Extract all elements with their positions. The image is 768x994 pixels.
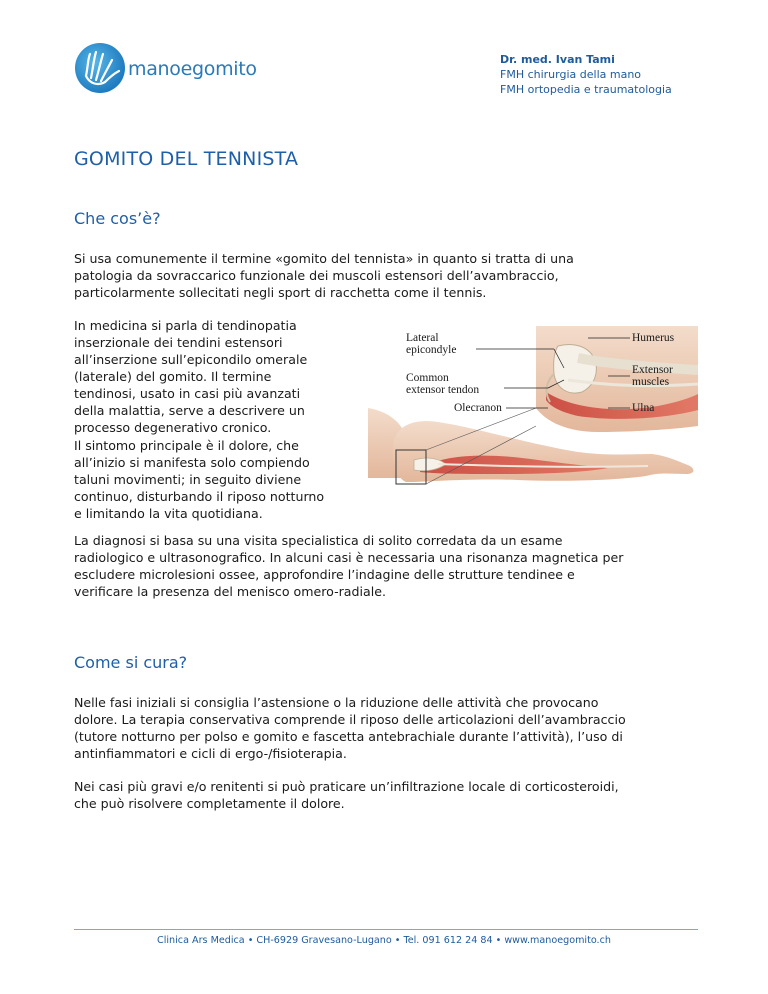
text-line: particolarmente sollecitati negli sport di racchetta come il tennis. [74, 285, 487, 300]
text-line: escludere microlesioni ossee, approfondire l’indagine delle strutture tendinee e [74, 567, 575, 582]
label-text: epicondyle [406, 344, 457, 356]
text-line: processo degenerativo cronico. [74, 420, 272, 435]
logo-text: manoegomito [128, 58, 257, 80]
text-line: e limitando la vita quotidiana. [74, 506, 263, 521]
label-ulna: Ulna [632, 402, 655, 414]
label-common-extensor-tendon [406, 372, 479, 396]
text-line: (tutore notturno per polso e gomito e fascetta antebrachiale durante l’attività), l’uso di [74, 729, 623, 744]
section-heading-what: Che cos’è? [74, 209, 161, 228]
text-line: Nei casi più gravi e/o renitenti si può praticare un’infiltrazione locale di corticosteroidi, [74, 779, 619, 794]
footer-divider [74, 929, 698, 930]
doctor-specialty-2: FMH ortopedia e traumatologia [500, 83, 672, 96]
doctor-specialty-1: FMH chirurgia della mano [500, 68, 642, 81]
label-olecranon: Olecranon [454, 402, 502, 414]
document-title: GOMITO DEL TENNISTA [74, 148, 299, 170]
text-line: radiologico e ultrasonografico. In alcuni casi è necessaria una risonanza magnetica per [74, 550, 624, 565]
label-extensor-muscles [632, 364, 673, 388]
text-line: all’inizio si manifesta solo compiendo [74, 455, 310, 470]
text-line: (laterale) del gomito. Il termine [74, 369, 272, 384]
text-line: all’inserzione sull’epicondilo omerale [74, 352, 308, 367]
paragraph-symptoms [74, 437, 324, 522]
paragraph-conservative-therapy [74, 694, 626, 762]
text-line: dolore. La terapia conservativa comprende il riposo delle articolazioni dell’avambraccio [74, 712, 626, 727]
text-line: La diagnosi si basa su una visita specialistica di solito corredata da un esame [74, 533, 563, 548]
label-text: extensor tendon [406, 384, 480, 396]
text-line: che può risolvere completamente il dolore. [74, 796, 345, 811]
doctor-name: Dr. med. Ivan Tami [500, 53, 615, 66]
text-line: tendinosi, usato in casi più avanzati [74, 386, 301, 401]
logo [74, 42, 274, 98]
text-line: Si usa comunemente il termine «gomito del tennista» in quanto si tratta di una [74, 251, 574, 266]
label-text: Common [406, 372, 449, 384]
text-line: della malattia, serve a descrivere un [74, 403, 305, 418]
elbow-anatomy-figure [368, 322, 698, 542]
section-heading-treatment: Come si cura? [74, 653, 188, 672]
text-line: antinfiammatori e cicli di ergo-/fisioterapia. [74, 746, 347, 761]
label-humerus: Humerus [632, 332, 675, 344]
paragraph-diagnosis [74, 532, 623, 600]
paragraph-intro [74, 250, 574, 301]
label-lateral-epicondyle [406, 332, 456, 356]
text-line: taluni movimenti; in seguito diviene [74, 472, 302, 487]
text-line: verificare la presenza del menisco omero-radiale. [74, 584, 386, 599]
logo-hand-icon [74, 42, 126, 94]
label-text: Lateral [406, 332, 439, 344]
text-line: continuo, disturbando il riposo notturno [74, 489, 325, 504]
doctor-info [500, 52, 672, 97]
text-line: Nelle fasi iniziali si consiglia l’astensione o la riduzione delle attività che provocano [74, 695, 599, 710]
text-line: inserzionale dei tendini estensori [74, 335, 283, 350]
paragraph-tendinopathy [74, 317, 307, 436]
footer-contact: Clinica Ars Medica • CH-6929 Gravesano-Lugano • Tel. 091 612 24 84 • www.manoegomito.ch [157, 935, 611, 946]
text-line: Il sintomo principale è il dolore, che [74, 438, 299, 453]
paragraph-infiltration [74, 778, 619, 812]
text-line: patologia da sovraccarico funzionale dei muscoli estensori dell’avambraccio, [74, 268, 559, 283]
text-line: In medicina si parla di tendinopatia [74, 318, 297, 333]
label-text: Extensor [632, 364, 673, 376]
label-text: muscles [632, 376, 670, 388]
